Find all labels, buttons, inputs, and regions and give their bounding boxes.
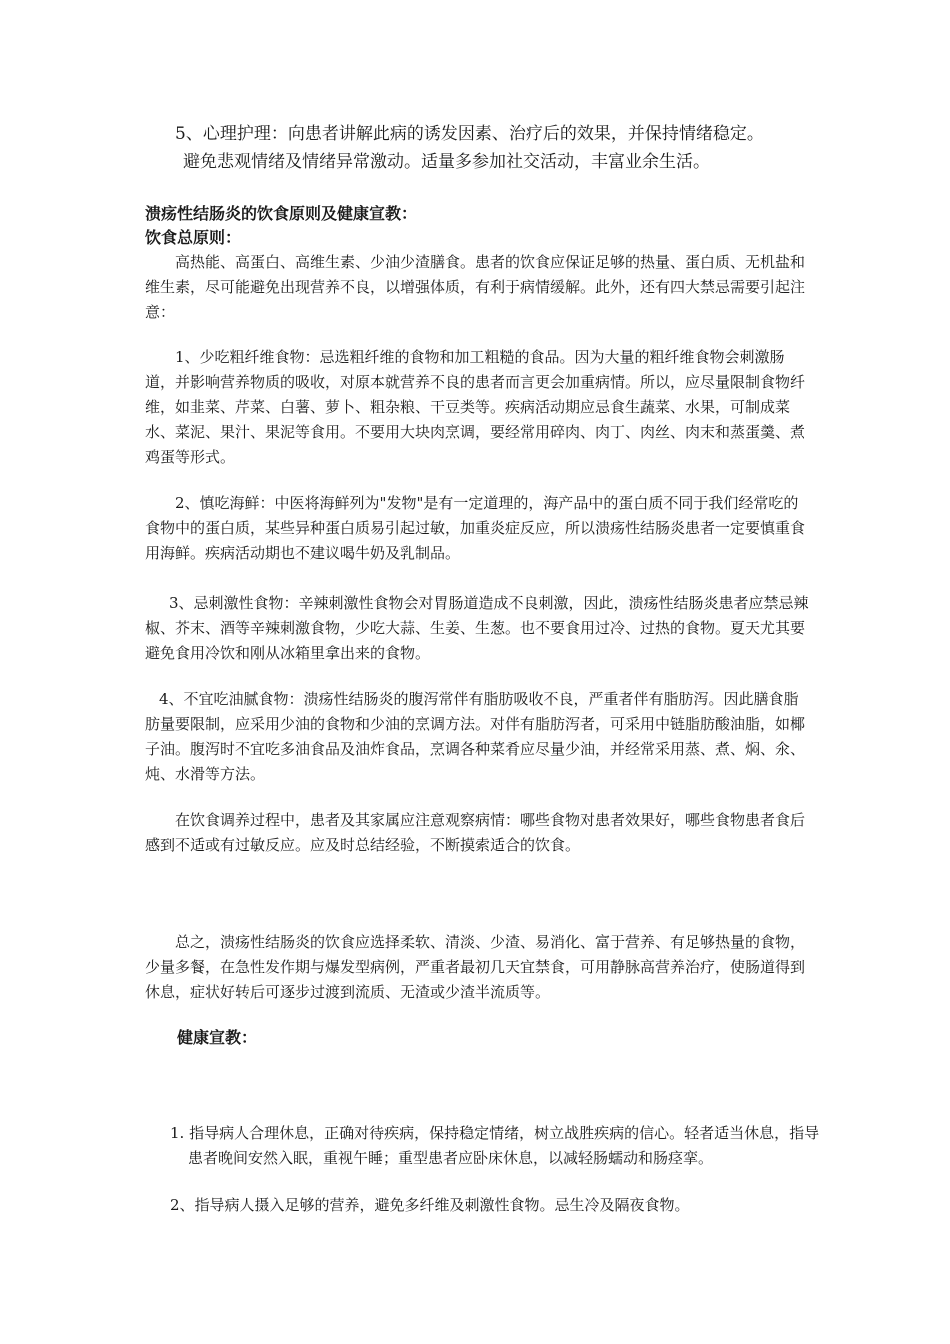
nursing-item-5 <box>175 120 815 176</box>
observe-paragraph: 在饮食调养过程中，患者及其家属应注意观察病情：哪些食物对患者效果好，哪些食物患者食后感到不适或有过敏反应。应及时总结经验，不断摸索适合的饮食。 <box>145 811 806 854</box>
sub-heading-diet-principle: 饮食总原则： <box>145 228 242 247</box>
summary-paragraph: 总之，溃疡性结肠炎的饮食应选择柔软、清淡、少渣、易消化、富于营养、有足够热量的食物，少量多餐，在急性发作期与爆发型病例，严重者最初几天宜禁食，可用静脉高营养治疗，使肠道得到休息，症状好转后可逐步过渡到流质、无渣或少渣半流质等。 <box>145 933 806 1001</box>
diet-rule-4: 4、不宜吃油腻食物：溃疡性结肠炎的腹泻常伴有脂肪吸收不良，严重者伴有脂肪泻。因此膳食脂肪量要限制，应采用少油的食物和少油的烹调方法。对伴有脂肪泻者，可采用中链脂肪酸油脂，如椰子油。腹泻时不宜吃多油食品及油炸食品，烹调各种菜肴应尽量少油，并经常采用蒸、煮、焖、氽、炖、水滑等方法。 <box>145 690 806 783</box>
diet-intro-paragraph: 高热能、高蛋白、高维生素、少油少渣膳食。患者的饮食应保证足够的热量、蛋白质、无机盐和维生素，尽可能避免出现营养不良，以增强体质，有利于病情缓解。此外，还有四大禁忌需要引起注意： <box>145 253 806 321</box>
main-heading: 溃疡性结肠炎的饮食原则及健康宣教： <box>145 204 418 223</box>
diet-rule-2: 2、慎吃海鲜：中医将海鲜列为"发物"是有一定道理的，海产品中的蛋白质不同于我们经常吃的食物中的蛋白质，某些异种蛋白质易引起过敏，加重炎症反应，所以溃疡性结肠炎患者一定要慎重食用海鲜。疾病活动期也不建议喝牛奶及乳制品。 <box>145 494 806 562</box>
diet-rule-1: 1、少吃粗纤维食物：忌选粗纤维的食物和加工粗糙的食品。因为大量的粗纤维食物会刺激肠道，并影响营养物质的吸收，对原本就营养不良的患者而言更会加重病情。所以，应尽量限制食物纤维，如韭菜、芹菜、白薯、萝卜、粗杂粮、干豆类等。疾病活动期应忌食生蔬菜、水果，可制成菜水、菜泥、果汁、果泥等食用。不要用大块肉烹调，要经常用碎肉、肉丁、肉丝、肉末和蒸蛋羹、煮鸡蛋等形式。 <box>145 348 806 466</box>
health-education-item-1: 1. 指导病人合理休息，正确对待疾病，保持稳定情绪，树立战胜疾病的信心。轻者适当休息，指导患者晚间安然入眠，重视午睡；重型患者应卧床休息，以减轻肠蠕动和肠痉挛。 <box>170 1124 820 1167</box>
nursing-item-5-line2: 避免悲观情绪及情绪异常激动。适量多参加社交活动，丰富业余生活。 <box>183 152 710 172</box>
diet-rule-3: 3、忌刺激性食物：辛辣刺激性食物会对胃肠道造成不良刺激，因此，溃疡性结肠炎患者应禁忌辣椒、芥末、酒等辛辣刺激食物，少吃大蒜、生姜、生葱。也不要食用过冷、过热的食物。夏天尤其要避免食用冷饮和刚从冰箱里拿出来的食物。 <box>145 594 809 662</box>
nursing-item-5-line1: 5、心理护理：向患者讲解此病的诱发因素、治疗后的效果，并保持情绪稳定。 <box>175 124 764 144</box>
health-education-heading: 健康宣教： <box>177 1028 258 1047</box>
health-education-item-2: 2、指导病人摄入足够的营养，避免多纤维及刺激性食物。忌生冷及隔夜食物。 <box>170 1196 690 1214</box>
